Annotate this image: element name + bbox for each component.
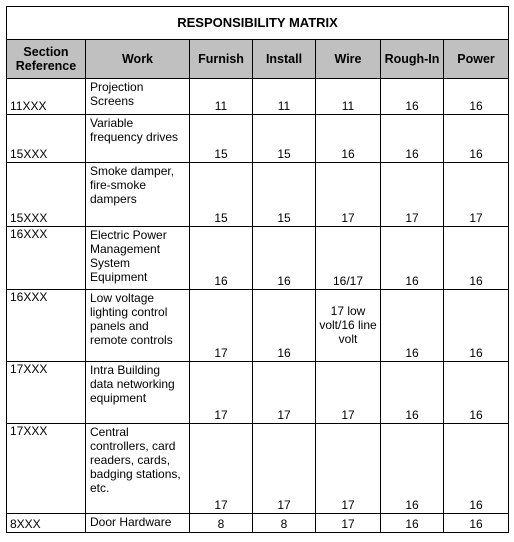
wire-cell: 16/17 bbox=[316, 227, 381, 290]
wire-cell: 17 low volt/16 line volt bbox=[316, 290, 381, 362]
install-cell: 15 bbox=[253, 115, 316, 163]
install-cell: 8 bbox=[253, 514, 316, 533]
section-cell: 16XXX bbox=[7, 290, 86, 362]
table-row bbox=[7, 115, 509, 163]
rough-in-cell: 16 bbox=[381, 227, 444, 290]
install-cell: 16 bbox=[253, 290, 316, 362]
work-cell: Low voltage lighting control panels and remote controls bbox=[86, 290, 190, 362]
install-cell: 11 bbox=[253, 79, 316, 115]
section-cell: 17XXX bbox=[7, 424, 86, 514]
install-cell: 17 bbox=[253, 424, 316, 514]
rough-in-cell: 16 bbox=[381, 514, 444, 533]
col-header-furnish: Furnish bbox=[190, 40, 253, 79]
section-cell: 16XXX bbox=[7, 227, 86, 290]
power-cell: 16 bbox=[444, 362, 509, 424]
furnish-cell: 16 bbox=[190, 227, 253, 290]
table-row bbox=[7, 290, 509, 362]
wire-cell: 17 bbox=[316, 362, 381, 424]
rough-in-cell: 16 bbox=[381, 362, 444, 424]
install-cell: 17 bbox=[253, 362, 316, 424]
table-row bbox=[7, 514, 509, 533]
section-cell: 8XXX bbox=[7, 514, 86, 533]
table-title: RESPONSIBILITY MATRIX bbox=[7, 7, 509, 40]
power-cell: 16 bbox=[444, 514, 509, 533]
wire-cell: 17 bbox=[316, 424, 381, 514]
col-header-wire: Wire bbox=[316, 40, 381, 79]
power-cell: 16 bbox=[444, 79, 509, 115]
wire-cell: 16 bbox=[316, 115, 381, 163]
install-cell: 16 bbox=[253, 227, 316, 290]
furnish-cell: 15 bbox=[190, 115, 253, 163]
install-cell: 15 bbox=[253, 163, 316, 227]
furnish-cell: 17 bbox=[190, 290, 253, 362]
power-cell: 16 bbox=[444, 227, 509, 290]
furnish-cell: 17 bbox=[190, 424, 253, 514]
rough-in-cell: 17 bbox=[381, 163, 444, 227]
section-cell: 15XXX bbox=[7, 115, 86, 163]
section-cell: 17XXX bbox=[7, 362, 86, 424]
col-header-rough-in: Rough-In bbox=[381, 40, 444, 79]
furnish-cell: 17 bbox=[190, 362, 253, 424]
rough-in-cell: 16 bbox=[381, 290, 444, 362]
work-cell: Electric Power Management System Equipment bbox=[86, 227, 190, 290]
table-row bbox=[7, 163, 509, 227]
work-cell: Door Hardware bbox=[86, 514, 190, 533]
work-cell: Smoke damper, fire-smoke dampers bbox=[86, 163, 190, 227]
power-cell: 17 bbox=[444, 163, 509, 227]
power-cell: 16 bbox=[444, 115, 509, 163]
responsibility-matrix-table bbox=[6, 6, 509, 533]
table-row bbox=[7, 227, 509, 290]
furnish-cell: 8 bbox=[190, 514, 253, 533]
work-cell: Variable frequency drives bbox=[86, 115, 190, 163]
col-header-power: Power bbox=[444, 40, 509, 79]
work-cell: Central controllers, card readers, cards, badging stations, etc. bbox=[86, 424, 190, 514]
rough-in-cell: 16 bbox=[381, 79, 444, 115]
col-header-install: Install bbox=[253, 40, 316, 79]
power-cell: 16 bbox=[444, 424, 509, 514]
col-header-work: Work bbox=[86, 40, 190, 79]
section-cell: 11XXX bbox=[7, 79, 86, 115]
table-row bbox=[7, 424, 509, 514]
rough-in-cell: 16 bbox=[381, 424, 444, 514]
work-cell: Intra Building data networking equipment bbox=[86, 362, 190, 424]
wire-cell: 11 bbox=[316, 79, 381, 115]
power-cell: 16 bbox=[444, 290, 509, 362]
furnish-cell: 15 bbox=[190, 163, 253, 227]
wire-cell: 17 bbox=[316, 514, 381, 533]
work-cell: Projection Screens bbox=[86, 79, 190, 115]
header-row bbox=[7, 40, 509, 79]
wire-cell: 17 bbox=[316, 163, 381, 227]
rough-in-cell: 16 bbox=[381, 115, 444, 163]
col-header-section-reference: Section Reference bbox=[7, 40, 86, 79]
table-row bbox=[7, 362, 509, 424]
table-row bbox=[7, 79, 509, 115]
section-cell: 15XXX bbox=[7, 163, 86, 227]
furnish-cell: 11 bbox=[190, 79, 253, 115]
